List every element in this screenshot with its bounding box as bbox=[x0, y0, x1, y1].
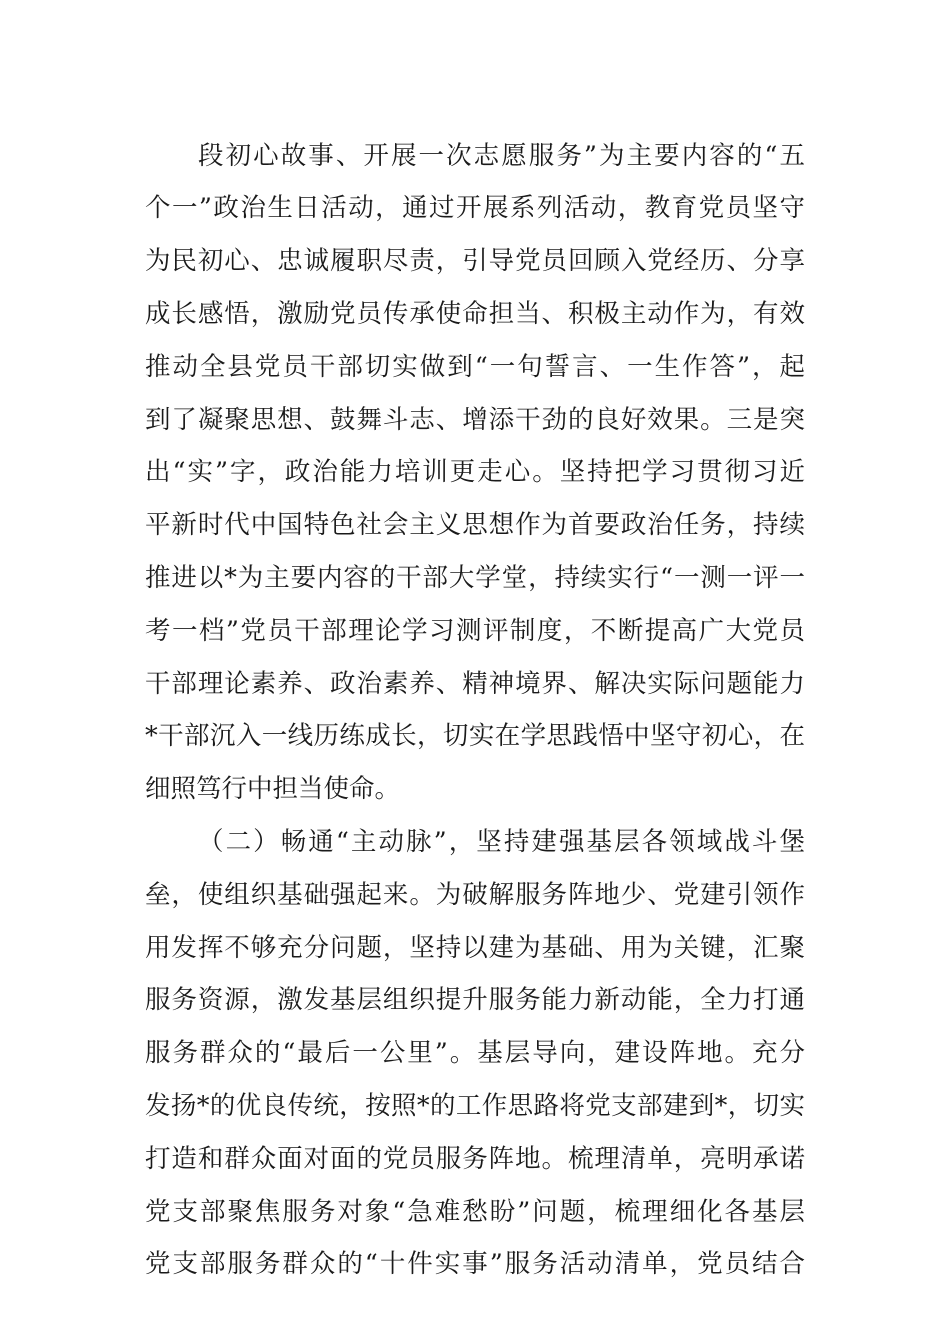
text-line: （二）畅通“主动脉”，坚持建强基层各领域战斗堡 bbox=[198, 827, 805, 857]
text-line: 打造和群众面对面的党员服务阵地。梳理清单，亮明承诺 bbox=[145, 1144, 805, 1174]
text-line: 党支部服务群众的“十件实事”服务活动清单，党员结合 bbox=[145, 1249, 805, 1279]
text-line: 个一”政治生日活动，通过开展系列活动，教育党员坚守 bbox=[145, 193, 805, 223]
text-line: 党支部聚焦服务对象“急难愁盼”问题，梳理细化各基层 bbox=[145, 1197, 805, 1227]
text-line: 细照笃行中担当使命。 bbox=[145, 774, 401, 804]
text-line: 干部理论素养、政治素养、精神境界、解决实际问题能力 bbox=[145, 669, 805, 699]
text-line: 出“实”字，政治能力培训更走心。坚持把学习贯彻习近 bbox=[145, 457, 805, 487]
text-line: 服务群众的“最后一公里”。基层导向，建设阵地。充分 bbox=[145, 1038, 805, 1068]
text-line: 平新时代中国特色社会主义思想作为首要政治任务，持续 bbox=[145, 510, 805, 540]
text-line: 成长感悟，激励党员传承使命担当、积极主动作为，有效 bbox=[145, 299, 805, 329]
text-line: 垒，使组织基础强起来。为破解服务阵地少、党建引领作 bbox=[145, 880, 805, 910]
text-line: 推动全县党员干部切实做到“一句誓言、一生作答”，起 bbox=[145, 352, 805, 382]
text-line: 段初心故事、开展一次志愿服务”为主要内容的“五 bbox=[198, 141, 805, 171]
text-line: *干部沉入一线历练成长，切实在学思践悟中坚守初心，在 bbox=[145, 721, 805, 751]
text-line: 到了凝聚思想、鼓舞斗志、增添干劲的良好效果。三是突 bbox=[145, 405, 805, 435]
text-line: 推进以*为主要内容的干部大学堂，持续实行“一测一评一 bbox=[145, 563, 805, 593]
text-line: 发扬*的优良传统，按照*的工作思路将党支部建到*，切实 bbox=[145, 1091, 805, 1121]
text-line: 为民初心、忠诚履职尽责，引导党员回顾入党经历、分享 bbox=[145, 246, 805, 276]
text-line: 服务资源，激发基层组织提升服务能力新动能，全力打通 bbox=[145, 985, 805, 1015]
text-line: 考一档”党员干部理论学习测评制度，不断提高广大党员 bbox=[145, 616, 805, 646]
text-line: 用发挥不够充分问题，坚持以建为基础、用为关键，汇聚 bbox=[145, 933, 805, 963]
